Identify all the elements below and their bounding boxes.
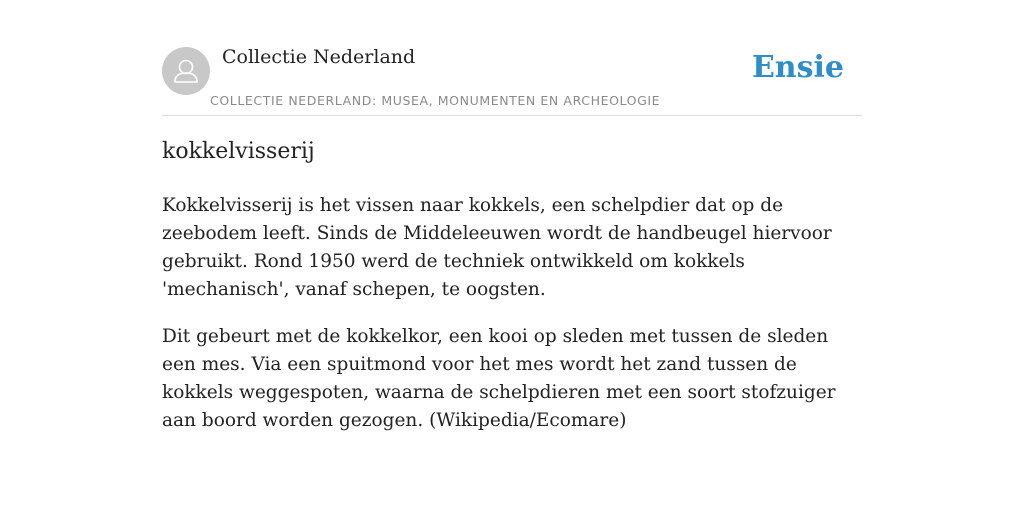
article-paragraph: Dit gebeurt met de kokkelkor, een kooi op sleden met tussen de sleden een mes. Via een spuitmond voor het mes wordt het zand tussen de kokkels weggespoten, waarna de schelpdieren met een soort stofzuiger aan boord worden gezogen. (Wikipedia/Ecomare) xyxy=(162,326,836,431)
article-title: kokkelvisserij xyxy=(162,139,315,164)
author-subtitle: COLLECTIE NEDERLAND: MUSEA, MONUMENTEN EN ARCHEOLOGIE xyxy=(210,93,661,108)
author-avatar[interactable] xyxy=(162,47,210,95)
page-container xyxy=(162,0,862,431)
article-paragraph: Kokkelvisserij is het vissen naar kokkels, een schelpdier dat op de zeebodem leeft. Sinds de Middeleeuwen wordt de handbeugel hiervoor gebruikt. Rond 1950 werd de techniek ontwikkeld om kokkels 'mechanisch', vanaf schepen, te oogsten. xyxy=(162,195,832,300)
user-icon xyxy=(162,47,210,95)
ensie-logo[interactable]: Ensie xyxy=(751,50,844,85)
author-name[interactable]: Collectie Nederland xyxy=(222,46,416,68)
header xyxy=(162,0,862,116)
article-body xyxy=(162,192,862,454)
